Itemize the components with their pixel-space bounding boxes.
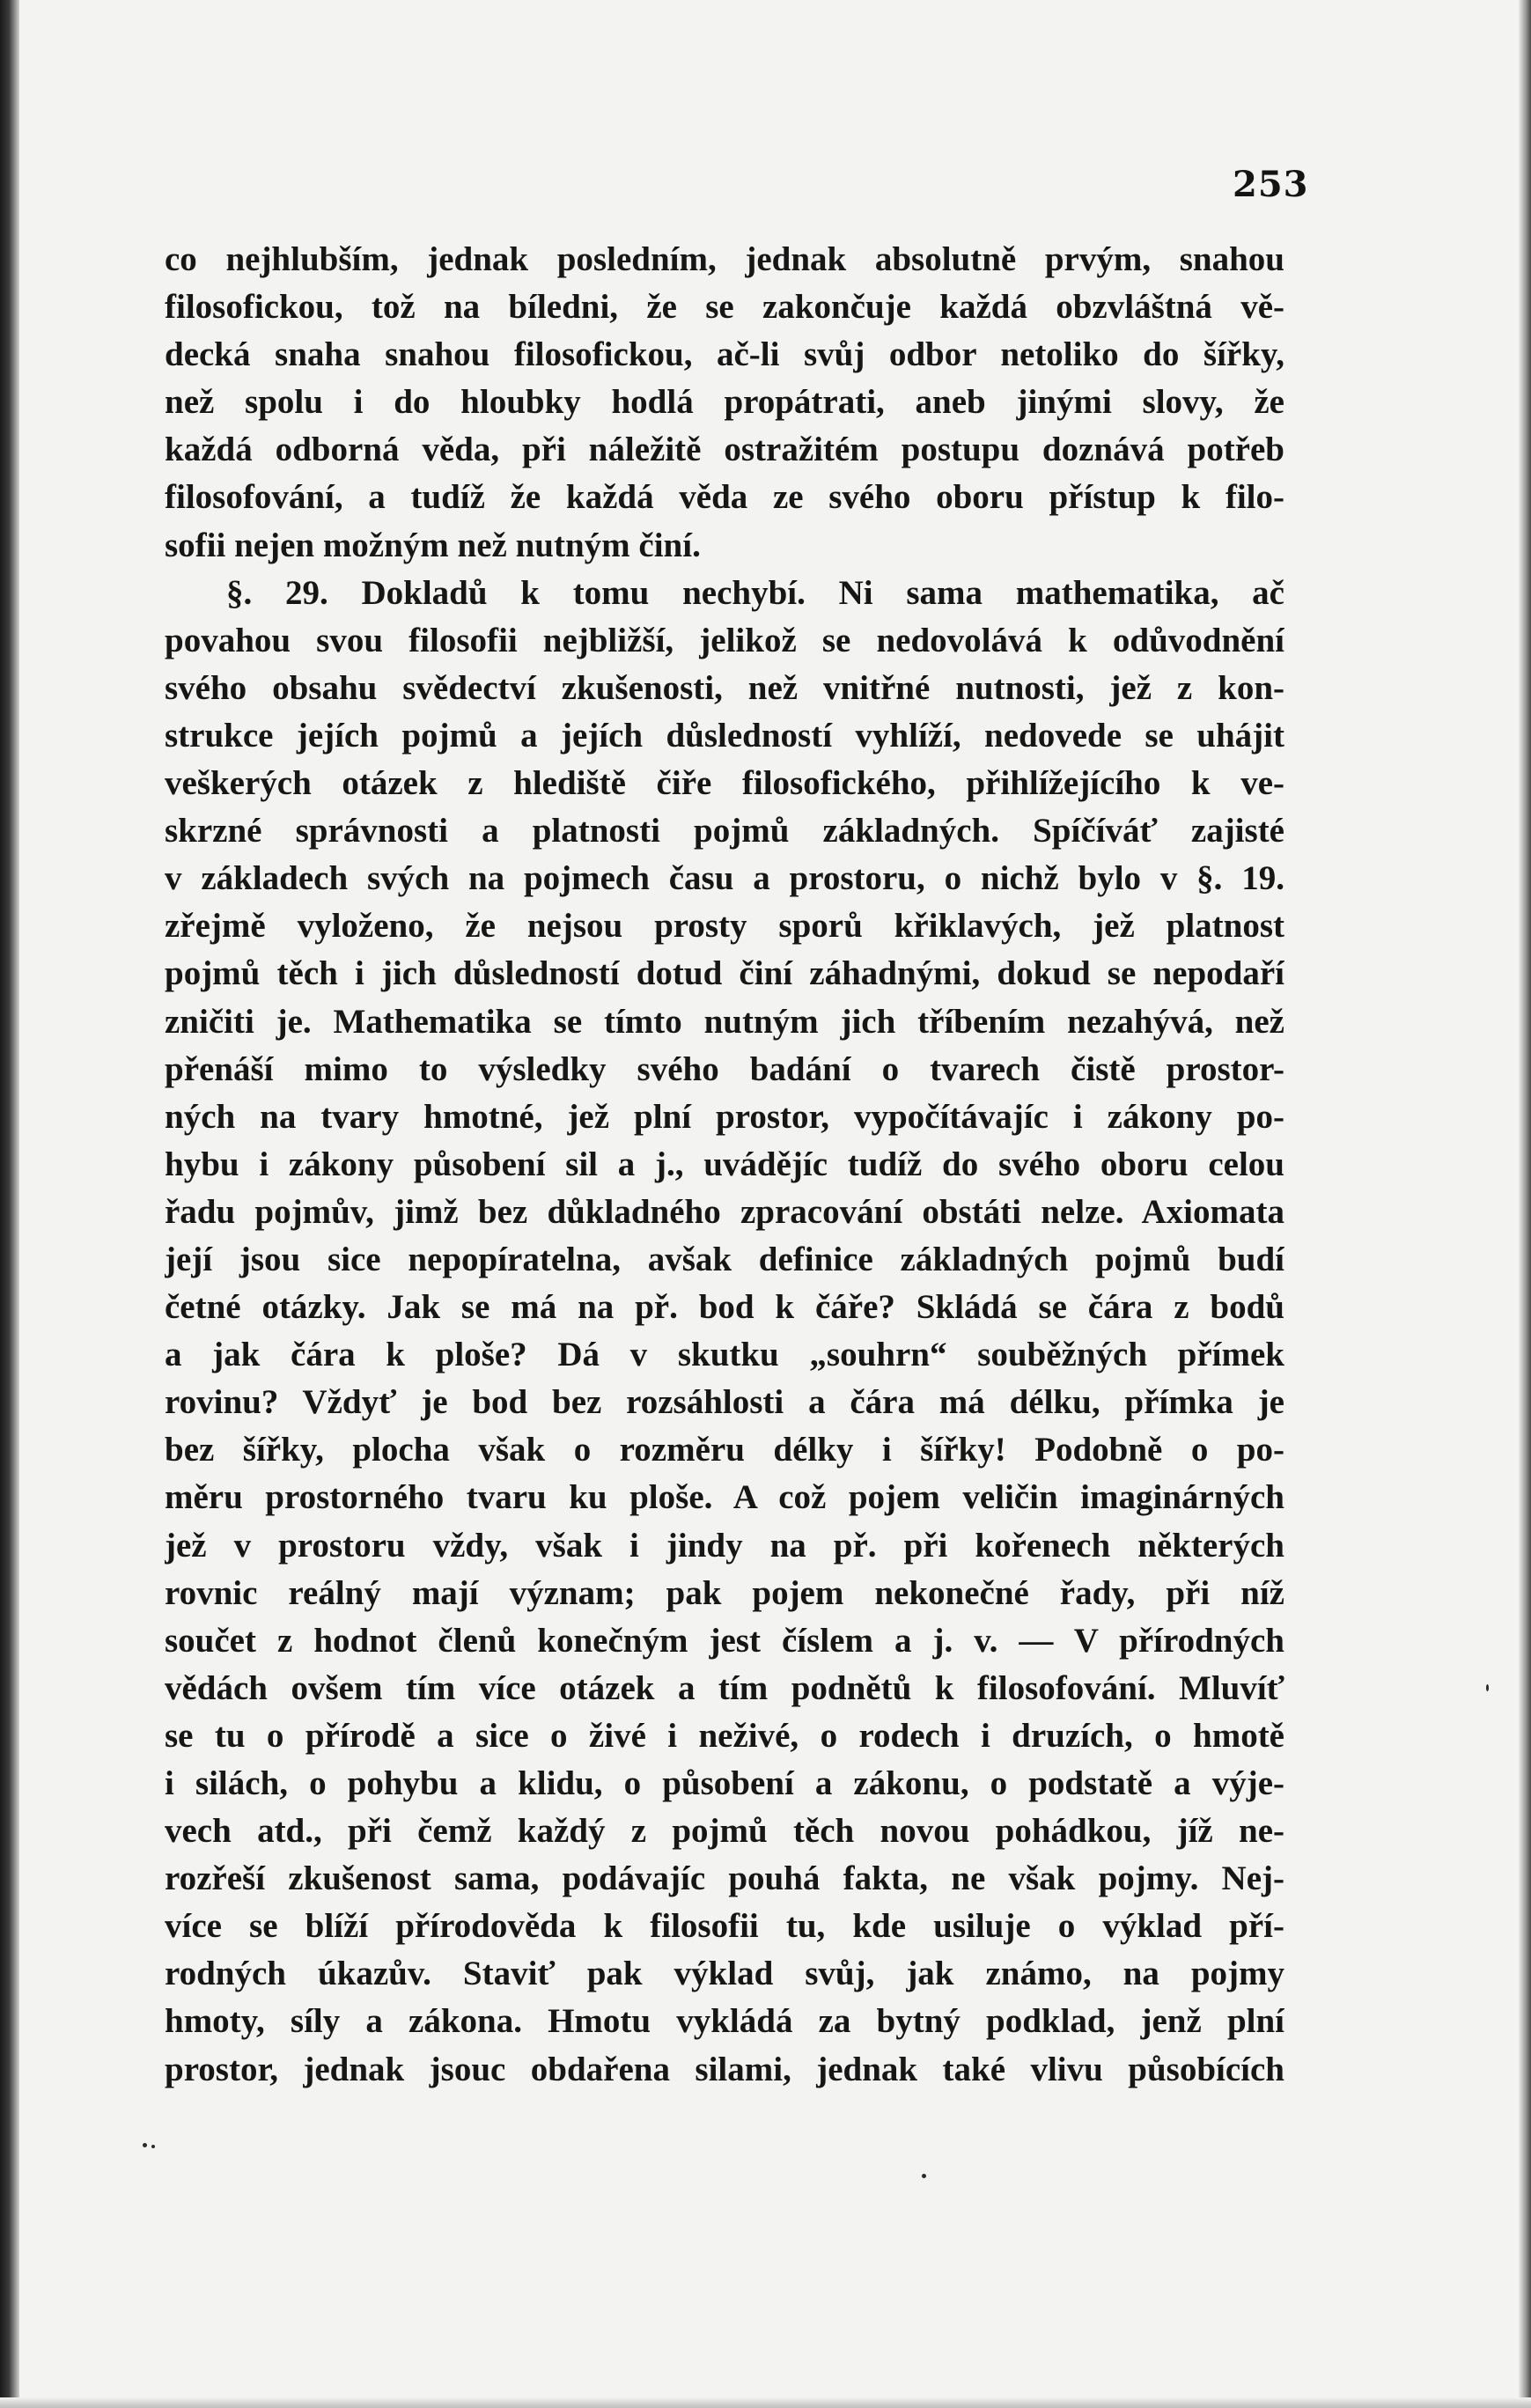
text-line: každá odborná věda, při náležitě ostražitém postupu doznává potřeb: [165, 431, 1284, 469]
text-line: četné otázky. Jak se má na př. bod k čáře? Skládá se čára z bodů: [165, 1288, 1284, 1327]
text-line: filosofickou, tož na bíledni, že se zakončuje každá obzvláštná vě-: [165, 288, 1284, 327]
text-line: prostor, jednak jsouc obdařena silami, jednak také vlivu působících: [165, 2050, 1284, 2088]
text-line: vědách ovšem tím více otázek a tím podnětů k filosofování. Mluvíť: [165, 1668, 1284, 1707]
text-line: bez šířky, plocha však o rozměru délky i šířky! Podobně o po-: [165, 1431, 1284, 1469]
text-line: součet z hodnot členů konečným jest číslem a j. v. — V přírodných: [165, 1621, 1284, 1660]
text-line: v základech svých na pojmech času a prostoru, o nichž bylo v §. 19.: [165, 859, 1284, 898]
body-text: [165, 236, 1284, 2094]
text-line: měru prostorného tvaru ku ploše. A což pojem veličin imaginárných: [165, 1478, 1284, 1517]
text-line: ných na tvary hmotné, jež plní prostor, vypočítávajíc i zákony po-: [165, 1097, 1284, 1136]
text-line: rovnic reálný mají význam; pak pojem nekonečné řady, při níž: [165, 1573, 1284, 1612]
text-line: veškerých otázek z hlediště čiře filosofického, přihlížejícího k ve-: [165, 764, 1284, 803]
text-line: a jak čára k ploše? Dá v skutku „souhrn“ souběžných přímek: [165, 1336, 1284, 1374]
text-line: povahou svou filosofii nejbližší, jelikož se nedovolává k odůvodnění: [165, 621, 1284, 659]
text-line: přenáší mimo to výsledky svého badání o tvarech čistě prostor-: [165, 1049, 1284, 1088]
scan-edge-bottom: [0, 2397, 1531, 2408]
scan-speck: [922, 2174, 926, 2178]
text-line: její jsou sice nepopíratelna, avšak definice základných pojmů budí: [165, 1240, 1284, 1278]
text-line: jež v prostoru vždy, však i jindy na př. při kořenech některých: [165, 1526, 1284, 1565]
text-line: vech atd., při čemž každý z pojmů těch novou pohádkou, jíž ne-: [165, 1812, 1284, 1851]
text-line: rozřeší zkušenost sama, podávajíc pouhá fakta, ne však pojmy. Nej-: [165, 1859, 1284, 1898]
text-line: i silách, o pohybu a klidu, o působení a zákonu, o podstatě a výje-: [165, 1764, 1284, 1802]
text-line: svého obsahu svědectví zkušenosti, než vnitřné nutnosti, jež z kon-: [165, 668, 1284, 707]
text-line: více se blíží přírodověda k filosofii tu, kde usiluje o výklad pří-: [165, 1907, 1284, 1946]
scan-speck: [151, 2145, 155, 2148]
text-line: hybu i zákony působení sil a j., uvádějíc tudíž do svého oboru celou: [165, 1145, 1284, 1183]
text-line: co nejhlubším, jednak posledním, jednak absolutně prvým, snahou: [165, 240, 1284, 278]
text-line: než spolu i do hloubky hodlá propátrati, aneb jinými slovy, že: [165, 383, 1284, 422]
text-line: zničiti je. Mathematika se tímto nutným jich tříbením nezahývá, než: [165, 1002, 1284, 1041]
text-line: rodných úkazův. Staviť pak výklad svůj, jak známo, na pojmy: [165, 1955, 1284, 1993]
page-number: 253: [1233, 164, 1309, 205]
text-line: rovinu? Vždyť je bod bez rozsáhlosti a čára má délku, přímka je: [165, 1383, 1284, 1422]
section-heading-line: §. 29. Dokladů k tomu nechybí. Ni sama mathematika, ač: [226, 573, 1284, 612]
scan-edge-left: [0, 0, 19, 2408]
scan-speck: [1486, 1684, 1489, 1691]
text-line: zřejmě vyloženo, že nejsou prosty sporů křiklavých, jež platnost: [165, 907, 1284, 946]
text-line: skrzné správnosti a platnosti pojmů základných. Spíčíváť zajisté: [165, 812, 1284, 851]
text-line: decká snaha snahou filosofickou, ač-li svůj odbor netoliko do šířky,: [165, 335, 1284, 374]
text-line: hmoty, síly a zákona. Hmotu vykládá za bytný podklad, jenž plní: [165, 2002, 1284, 2041]
scan-speck: [143, 2143, 147, 2147]
text-line: sofii nejen možným než nutným činí.: [165, 526, 701, 564]
text-line: řadu pojmův, jimž bez důkladného zpracování obstáti nelze. Axiomata: [165, 1192, 1284, 1231]
text-line: strukce jejích pojmů a jejích důsledností vyhlíží, nedovede se uhájit: [165, 716, 1284, 755]
text-line: filosofování, a tudíž že každá věda ze svého oboru přístup k filo-: [165, 478, 1284, 517]
text-line: pojmů těch i jich důsledností dotud činí záhadnými, dokud se nepodaří: [165, 954, 1284, 993]
text-line: se tu o přírodě a sice o živé i neživé, o rodech i druzích, o hmotě: [165, 1716, 1284, 1755]
scan-edge-right: [1519, 0, 1531, 2408]
